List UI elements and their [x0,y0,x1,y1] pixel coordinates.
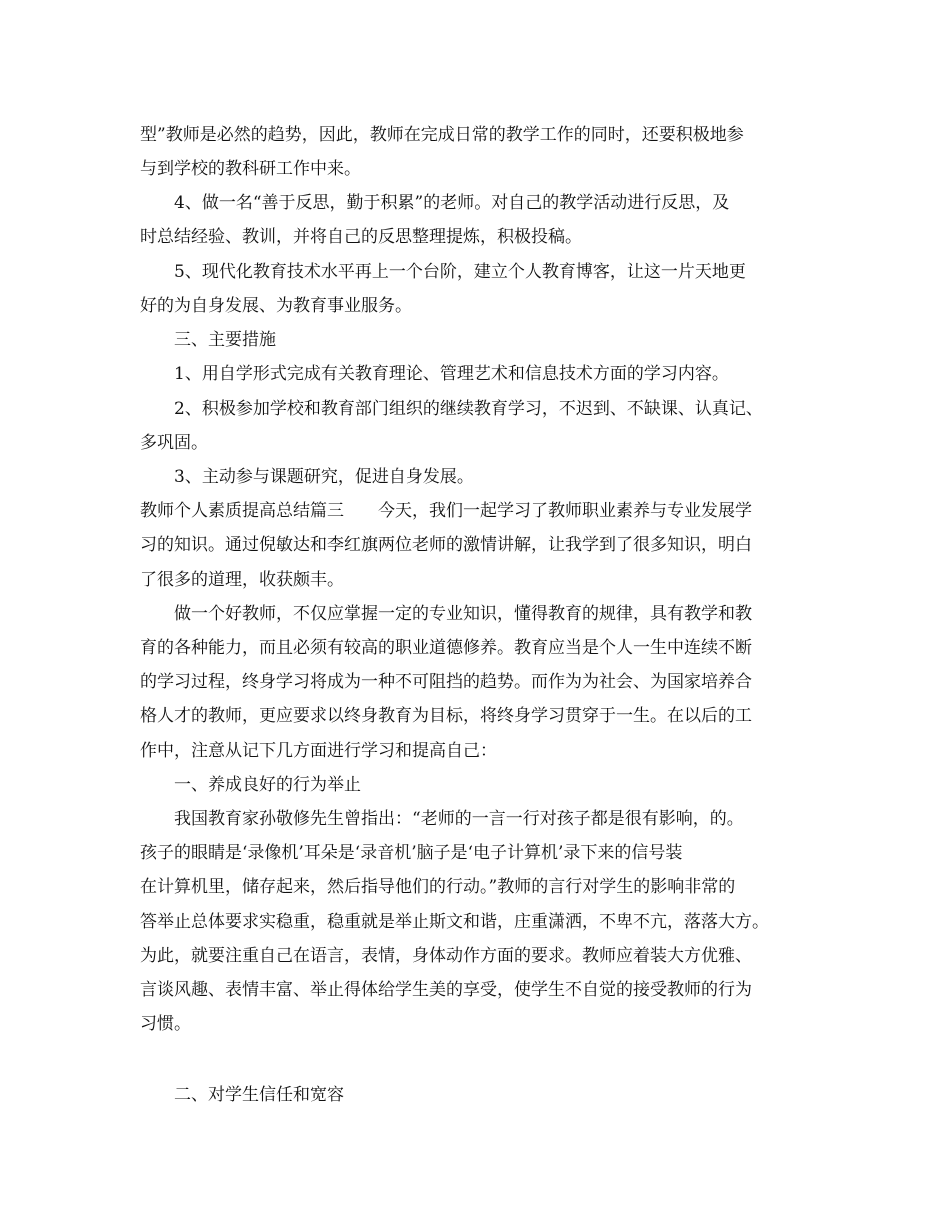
text-line: 习的知识。通过倪敏达和李红旗两位老师的激情讲解，让我学到了很多知识，明白 [140,535,752,555]
text-line: 2、积极参加学校和教育部门组织的继续教育学习，不迟到、不缺课、认真记、 [174,399,763,419]
text-line: 1、用自学形式完成有关教育理论、管理艺术和信息技术方面的学习内容。 [174,364,729,384]
text-line: 型”教师是必然的趋势，因此，教师在完成日常的教学工作的同时，还要积极地参 [140,125,744,145]
section-heading: 二、对学生信任和宽容 [174,1085,344,1105]
section-heading: 一、养成良好的行为举止 [174,775,361,795]
text-line: 作中，注意从记下几方面进行学习和提高自己： [140,741,497,761]
article-title-line: 教师个人素质提高总结篇三 今天，我们一起学习了教师职业素养与专业发展学 [140,501,752,521]
text-line: 格人才的教师，更应要求以终身教育为目标，将终身学习贯穿于一生。在以后的工 [140,706,752,726]
text-line: 育的各种能力，而且必须有较高的职业道德修养。教育应当是个人一生中连续不断 [140,638,752,658]
text-line: 孩子的眼睛是‘录像机’耳朵是‘录音机’脑子是‘电子计算机’录下来的信号装 [140,843,683,863]
text-line: 在计算机里，储存起来，然后指导他们的行动。”教师的言行对学生的影响非常的 [140,877,736,897]
text-line: 与到学校的教科研工作中来。 [140,159,361,179]
section-heading: 三、主要措施 [174,330,276,350]
text-line: 做一个好教师，不仅应掌握一定的专业知识，懂得教育的规律，具有教学和教 [174,604,752,624]
text-line: 多巩固。 [140,433,208,453]
text-line: 习惯。 [140,1014,191,1034]
text-line: 好的为自身发展、为教育事业服务。 [140,296,412,316]
text-line: 5、现代化教育技术水平再上一个台阶，建立个人教育博客，让这一片天地更 [174,262,746,282]
text-line: 时总结经验、教训，并将自己的反思整理提炼，积极投稿。 [140,227,582,247]
text-line: 3、主动参与课题研究，促进自身发展。 [174,467,474,487]
text-line: 我国教育家孙敬修先生曾指出：“老师的一言一行对孩子都是很有影响，的。 [174,809,744,829]
text-line: 言谈风趣、表情丰富、举止得体给学生美的享受，使学生不自觉的接受教师的行为 [140,980,752,1000]
text-line: 为此，就要注重自己在语言，表情，身体动作方面的要求。教师应着装大方优雅、 [140,946,752,966]
text-line: 4、做一名“善于反思，勤于积累”的老师。对自己的教学活动进行反思，及 [174,193,730,213]
text-line: 答举止总体要求实稳重，稳重就是举止斯文和谐，庄重潇洒，不卑不亢，落落大方。 [140,912,769,932]
text-line: 了很多的道理，收获颇丰。 [140,570,344,590]
text-line: 的学习过程，终身学习将成为一种不可阻挡的趋势。而作为为社会、为国家培养合 [140,672,752,692]
